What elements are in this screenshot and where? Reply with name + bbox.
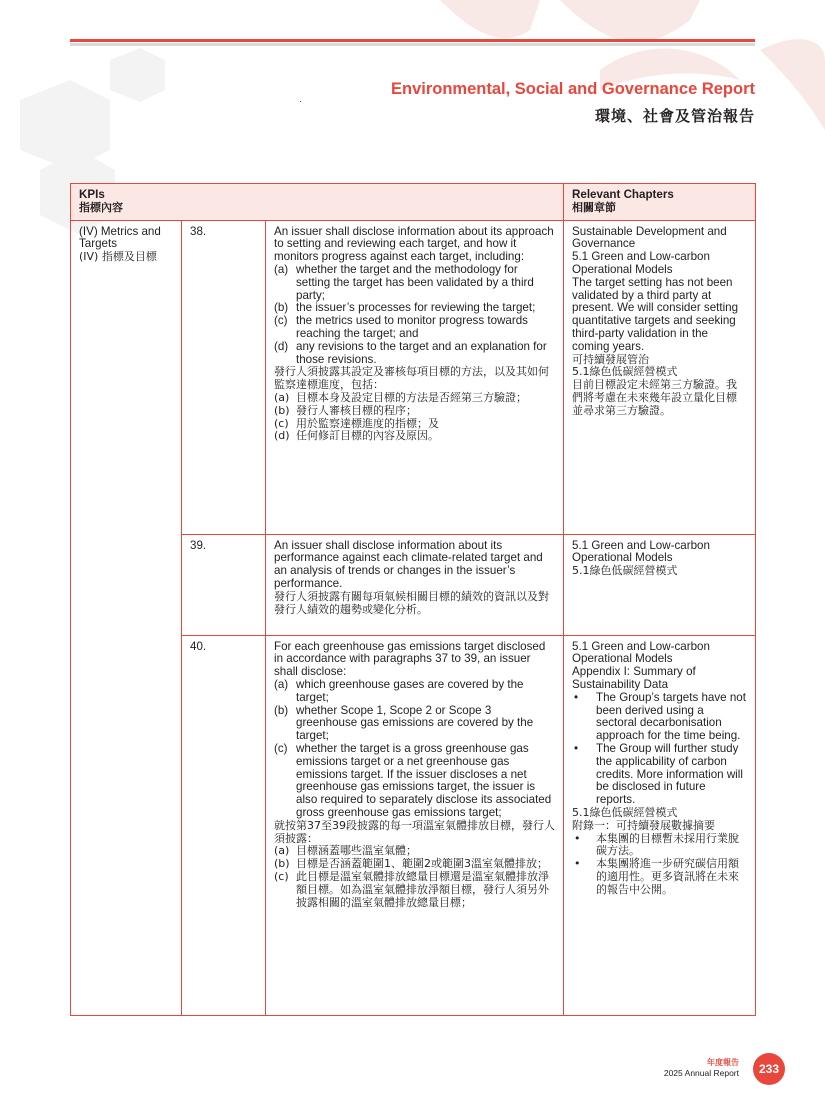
list-item: (a) 目標涵蓋哪些溫室氣體；: [274, 844, 417, 858]
chapter-line: 5.1 Green and Low-carbon Operational Models: [572, 250, 710, 276]
bullet-item: • The Group will further study the applicability of carbon credits. More information will be disclosed in future reports.: [574, 741, 743, 807]
list-item: (d) any revisions to the target and an explanation for those revisions.: [274, 339, 547, 366]
table-header-row: [71, 184, 756, 221]
intro-zh: 就按第37至39段披露的每一項溫室氣體排放目標，發行人須披露：: [274, 818, 555, 845]
relevant-chapters: [564, 534, 756, 635]
kpi-table: [70, 183, 756, 1016]
list-item: (c) 用於監察達標進度的指標；及: [274, 416, 439, 430]
list-item: (a) which greenhouse gases are covered by the target;: [274, 677, 524, 704]
kpi-number: 38.: [182, 220, 266, 534]
kpi-number: 39.: [182, 534, 266, 635]
chapter-line: 5.1綠色低碳經營模式: [572, 805, 678, 819]
list-item: (a) 目標本身及設定目標的方法是否經第三方驗證；: [274, 390, 527, 404]
list-item: (b) the issuer’s processes for reviewing the target;: [274, 301, 536, 315]
list-item: (c) 此目標是溫室氣體排放總量目標還是溫室氣體排放淨額目標。如為溫室氣體排放淨額目標，發行人須另外披露相關的溫室氣體排放總量目標；: [274, 869, 549, 909]
footer-report-zh: 年度報告: [707, 1058, 739, 1067]
chapter-line: 目前目標設定未經第三方驗證。我們將考慮在未來幾年設立量化目標並尋求第三方驗證。: [572, 378, 738, 417]
chapter-line: 5.1綠色低碳經營模式: [572, 564, 678, 578]
list-item: (a) whether the target and the methodology for setting the target has been validated by a third party;: [274, 262, 534, 302]
kpi-description: [266, 534, 564, 635]
relevant-chapters: [564, 220, 756, 534]
speck: [300, 101, 301, 102]
bullet-item: • The Group’s targets have not been derived using a sectoral decarbonisation approach for the time being.: [574, 690, 746, 743]
kpis-header-en: KPIs: [79, 188, 105, 201]
chapter-line: 5.1綠色低碳經營模式: [572, 365, 678, 379]
chapter-line: The target setting has not been validated by a third party at present. We will consider setting quantitative targets and seeking third-party validation in the coming years.: [572, 275, 739, 353]
list-item: (c) the metrics used to monitor progress towards reaching the target; and: [274, 314, 528, 340]
list-item: (d) 任何修訂目標的內容及原因。: [274, 429, 439, 443]
kpi-description: [266, 635, 564, 1015]
chapter-line: Appendix I: Summary of Sustainability Data: [572, 665, 696, 691]
section-label-en: (IV) Metrics and Targets: [79, 224, 161, 251]
bullet-item: • 本集團的目標暫未採用行業脫碳方法。: [574, 831, 740, 858]
report-title-en: Environmental, Social and Governance Report: [390, 80, 755, 98]
list-item: (b) 目標是否涵蓋範圍1、範圍2或範圍3溫室氣體排放；: [274, 857, 548, 871]
footer-report-en: 2025 Annual Report: [663, 1068, 739, 1078]
kpi-description: [266, 220, 564, 534]
chapter-line: 可持續發展管治: [572, 352, 650, 366]
page-number: 233: [753, 1053, 785, 1085]
intro-en: An issuer shall disclose information about its approach to setting and reviewing each target, and how it monitors progress against each target, including:: [274, 224, 554, 264]
chapter-line: 5.1 Green and Low-carbon Operational Models: [572, 639, 710, 666]
chapters-header: [564, 184, 756, 221]
intro-en: For each greenhouse gas emissions target disclosed in accordance with paragraphs 37 to 39, an issuer shall disclose:: [274, 639, 546, 679]
chapter-line: 5.1 Green and Low-carbon Operational Models: [572, 538, 710, 565]
intro-en: An issuer shall disclose information about its performance against each climate-related target and an analysis of trends or changes in the issuer’s performance.: [274, 538, 543, 590]
list-item: (b) whether Scope 1, Scope 2 or Scope 3 greenhouse gas emissions are covered by the target;: [274, 703, 534, 743]
intro-zh: 發行人須披露其設定及審核每項目標的方法，以及其如何監察達標進度，包括：: [274, 365, 549, 392]
kpis-header: [71, 184, 564, 221]
kpi-number: 40.: [182, 635, 266, 1015]
chapter-line: 附錄一：可持續發展數據摘要: [572, 818, 716, 832]
table-row-38: [71, 220, 756, 534]
chapters-header-en: Relevant Chapters: [572, 188, 674, 201]
relevant-chapters: [564, 635, 756, 1015]
list-item: (b) 發行人審核目標的程序；: [274, 403, 417, 417]
kpis-header-zh: 指標內容: [79, 200, 123, 214]
section-cell: [71, 220, 182, 1015]
chapter-line: Sustainable Development and Governance: [572, 224, 727, 251]
top-rule-shadow: [70, 43, 755, 46]
top-rule: [70, 39, 755, 42]
list-item: (c) whether the target is a gross greenhouse gas emissions target or a net greenhouse gas emissions target. If the issuer discloses a net greenhouse gas emissions target, the issuer is also required to separately disclose its associated gross greenhouse gas emissions target;: [274, 741, 552, 819]
intro-zh: 發行人須披露有關每項氣候相關目標的績效的資訊以及對發行人績效的趨勢或變化分析。: [274, 589, 549, 616]
section-label-zh: (IV) 指標及目標: [79, 250, 157, 264]
chapters-header-zh: 相關章節: [572, 200, 617, 214]
bullet-item: • 本集團將進一步研究碳信用額的適用性。更多資訊將在未來的報告中公開。: [574, 857, 740, 896]
report-title-zh: 環境、社會及管治報告: [594, 108, 755, 125]
